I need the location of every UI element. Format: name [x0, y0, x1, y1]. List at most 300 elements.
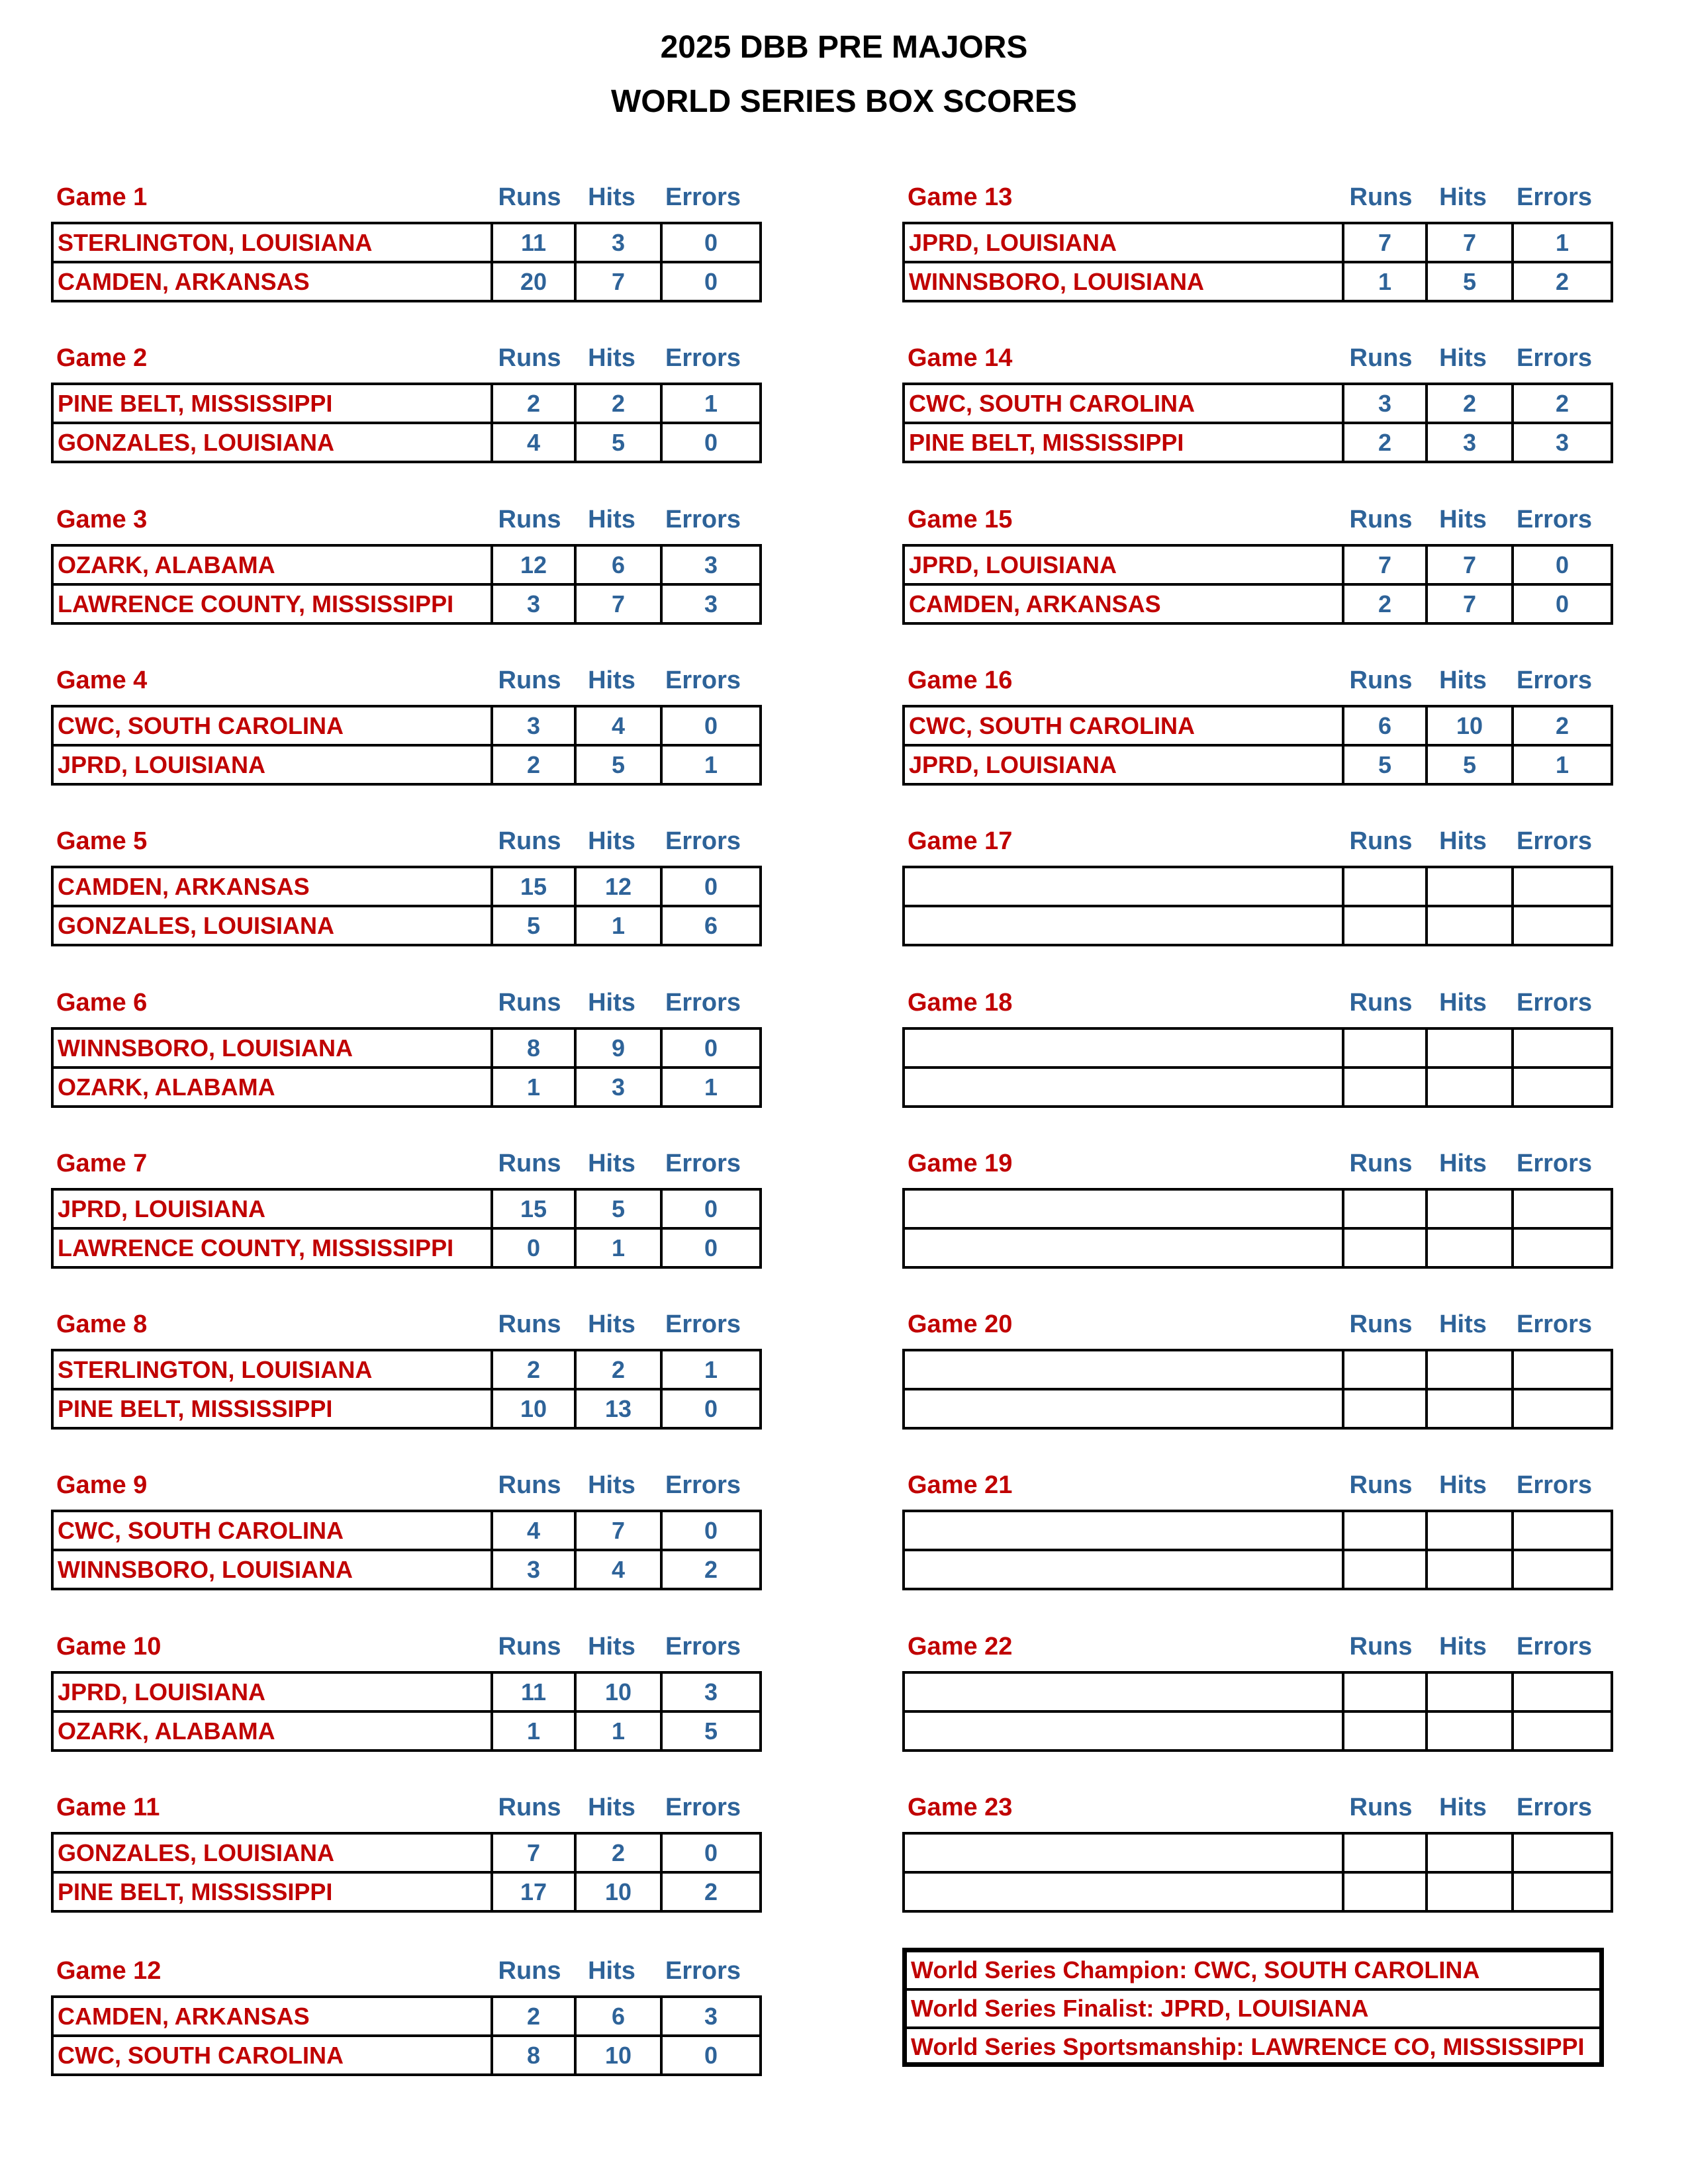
hits-cell: [1427, 1511, 1513, 1550]
errors-header: Errors: [1516, 989, 1593, 1017]
runs-cell: 7: [1343, 545, 1427, 584]
game-label: Game 19: [908, 1150, 1013, 1177]
game-header: [51, 1309, 753, 1347]
runs-header: Runs: [498, 1310, 561, 1338]
game-header: [902, 1792, 1604, 1831]
runs-header: Runs: [498, 1957, 561, 1985]
team-row: [52, 223, 761, 262]
team-row: [904, 1711, 1612, 1751]
runs-cell: 1: [492, 1711, 575, 1751]
runs-cell: 12: [492, 545, 575, 584]
team-name: PINE BELT, MISSISSIPPI: [52, 1872, 492, 1911]
team-row: [904, 1228, 1612, 1267]
errors-cell: 2: [1513, 262, 1612, 301]
runs-cell: [1343, 1228, 1427, 1267]
team-name: LAWRENCE COUNTY, MISSISSIPPI: [52, 584, 492, 623]
runs-header: Runs: [498, 506, 561, 533]
errors-cell: 0: [661, 1189, 761, 1228]
errors-header: Errors: [665, 1471, 741, 1499]
hits-cell: 2: [575, 1833, 661, 1872]
team-name: CWC, SOUTH CAROLINA: [904, 706, 1343, 745]
team-name: [904, 1711, 1343, 1751]
runs-header: Runs: [1349, 344, 1413, 372]
game-box: [902, 182, 1604, 295]
errors-cell: 1: [661, 1068, 761, 1107]
team-row: [904, 545, 1612, 584]
game-header: [902, 1148, 1604, 1187]
hits-cell: 10: [575, 1872, 661, 1911]
game-box: [51, 182, 753, 295]
errors-header: Errors: [665, 344, 741, 372]
hits-cell: 2: [1427, 384, 1513, 423]
errors-cell: [1513, 1872, 1612, 1911]
team-row: [904, 1511, 1612, 1550]
team-name: JPRD, LOUISIANA: [52, 1672, 492, 1711]
runs-header: Runs: [1349, 1310, 1413, 1338]
runs-cell: 4: [492, 423, 575, 462]
hits-cell: 1: [575, 906, 661, 945]
errors-cell: 6: [661, 906, 761, 945]
game-header: [51, 504, 753, 543]
errors-cell: 0: [661, 1511, 761, 1550]
hits-cell: 5: [1427, 745, 1513, 784]
team-name: PINE BELT, MISSISSIPPI: [52, 1389, 492, 1428]
team-name: GONZALES, LOUISIANA: [52, 1833, 492, 1872]
hits-header: Hits: [1439, 183, 1487, 211]
score-table: [51, 544, 762, 625]
runs-cell: [1343, 1550, 1427, 1589]
hits-cell: 4: [575, 1550, 661, 1589]
runs-cell: 3: [492, 1550, 575, 1589]
awards-box: [902, 1948, 1604, 2067]
hits-header: Hits: [1439, 989, 1487, 1017]
team-name: [904, 1550, 1343, 1589]
runs-header: Runs: [498, 1150, 561, 1177]
team-row: [52, 1833, 761, 1872]
team-row: [52, 906, 761, 945]
hits-cell: 10: [1427, 706, 1513, 745]
errors-cell: 5: [661, 1711, 761, 1751]
team-row: [904, 1389, 1612, 1428]
errors-header: Errors: [665, 827, 741, 855]
hits-cell: 2: [575, 1350, 661, 1389]
team-row: [904, 1350, 1612, 1389]
hits-header: Hits: [588, 1794, 635, 1821]
game-label: Game 11: [56, 1794, 160, 1821]
errors-cell: 2: [1513, 384, 1612, 423]
runs-cell: 11: [492, 223, 575, 262]
errors-header: Errors: [1516, 1310, 1593, 1338]
score-table: [902, 544, 1613, 625]
game-header: [51, 1792, 753, 1831]
team-name: STERLINGTON, LOUISIANA: [52, 1350, 492, 1389]
hits-cell: [1427, 1068, 1513, 1107]
game-box: [51, 1631, 753, 1744]
team-row: [904, 1872, 1612, 1911]
team-name: JPRD, LOUISIANA: [904, 745, 1343, 784]
game-header: [51, 987, 753, 1026]
errors-header: Errors: [1516, 506, 1593, 533]
errors-cell: [1513, 1389, 1612, 1428]
game-header: [51, 343, 753, 381]
score-table: [51, 1027, 762, 1108]
errors-cell: 1: [1513, 223, 1612, 262]
errors-cell: 3: [1513, 423, 1612, 462]
runs-cell: [1343, 1672, 1427, 1711]
team-name: [904, 1511, 1343, 1550]
errors-cell: [1513, 906, 1612, 945]
team-name: [904, 1872, 1343, 1911]
team-name: CWC, SOUTH CAROLINA: [904, 384, 1343, 423]
hits-cell: [1427, 906, 1513, 945]
team-name: CWC, SOUTH CAROLINA: [52, 706, 492, 745]
score-table: [902, 1349, 1613, 1430]
score-table: [902, 705, 1613, 786]
runs-cell: 2: [492, 384, 575, 423]
runs-cell: 6: [1343, 706, 1427, 745]
hits-cell: 5: [575, 1189, 661, 1228]
hits-cell: [1427, 867, 1513, 906]
game-header: [902, 182, 1604, 220]
hits-cell: 3: [575, 223, 661, 262]
team-row: [52, 262, 761, 301]
runs-cell: 15: [492, 1189, 575, 1228]
errors-cell: 1: [1513, 745, 1612, 784]
runs-header: Runs: [1349, 1633, 1413, 1661]
score-table: [51, 1188, 762, 1269]
game-header: [902, 987, 1604, 1026]
runs-cell: 4: [492, 1511, 575, 1550]
score-table: [51, 1671, 762, 1752]
hits-cell: 6: [575, 1997, 661, 2036]
team-name: JPRD, LOUISIANA: [52, 1189, 492, 1228]
game-box: [51, 504, 753, 617]
team-row: [52, 1389, 761, 1428]
runs-cell: 17: [492, 1872, 575, 1911]
game-header: [902, 504, 1604, 543]
errors-cell: 3: [661, 584, 761, 623]
runs-cell: 5: [1343, 745, 1427, 784]
team-row: [904, 1833, 1612, 1872]
runs-cell: [1343, 1833, 1427, 1872]
errors-header: Errors: [1516, 1471, 1593, 1499]
game-box: [902, 826, 1604, 938]
team-name: [904, 1672, 1343, 1711]
hits-header: Hits: [1439, 1471, 1487, 1499]
hits-cell: [1427, 1228, 1513, 1267]
team-name: [904, 1350, 1343, 1389]
game-box: [51, 1792, 753, 1905]
runs-cell: 7: [492, 1833, 575, 1872]
game-header: [51, 1148, 753, 1187]
runs-cell: 0: [492, 1228, 575, 1267]
team-row: [904, 745, 1612, 784]
runs-header: Runs: [1349, 1150, 1413, 1177]
game-box: [51, 987, 753, 1100]
hits-cell: 12: [575, 867, 661, 906]
game-box: [51, 1309, 753, 1422]
team-row: [904, 867, 1612, 906]
game-label: Game 17: [908, 827, 1013, 855]
game-header: [51, 1956, 753, 1994]
game-label: Game 3: [56, 506, 148, 533]
errors-cell: 1: [661, 1350, 761, 1389]
hits-header: Hits: [1439, 1310, 1487, 1338]
errors-cell: 2: [1513, 706, 1612, 745]
runs-cell: 1: [492, 1068, 575, 1107]
score-table: [902, 1188, 1613, 1269]
team-name: CAMDEN, ARKANSAS: [904, 584, 1343, 623]
hits-cell: 4: [575, 706, 661, 745]
errors-cell: [1513, 867, 1612, 906]
team-name: OZARK, ALABAMA: [52, 545, 492, 584]
game-box: [51, 1148, 753, 1261]
team-name: CAMDEN, ARKANSAS: [52, 1997, 492, 2036]
score-table: [902, 1671, 1613, 1752]
game-label: Game 12: [56, 1957, 162, 1985]
runs-header: Runs: [498, 183, 561, 211]
errors-cell: 0: [661, 262, 761, 301]
game-label: Game 2: [56, 344, 148, 372]
errors-cell: 0: [661, 706, 761, 745]
game-label: Game 16: [908, 666, 1013, 694]
team-name: WINNSBORO, LOUISIANA: [52, 1028, 492, 1068]
hits-header: Hits: [588, 989, 635, 1017]
hits-cell: 7: [575, 584, 661, 623]
errors-header: Errors: [665, 1633, 741, 1661]
hits-cell: 7: [1427, 584, 1513, 623]
award-champion: World Series Champion: CWC, SOUTH CAROLINA: [907, 1952, 1599, 1991]
team-row: [52, 2036, 761, 2075]
errors-cell: 0: [661, 1389, 761, 1428]
team-row: [52, 584, 761, 623]
hits-cell: 7: [1427, 545, 1513, 584]
errors-cell: 2: [661, 1550, 761, 1589]
game-label: Game 22: [908, 1633, 1013, 1661]
runs-cell: [1343, 1189, 1427, 1228]
team-row: [904, 906, 1612, 945]
team-row: [904, 223, 1612, 262]
team-name: OZARK, ALABAMA: [52, 1711, 492, 1751]
hits-cell: 7: [1427, 223, 1513, 262]
team-name: PINE BELT, MISSISSIPPI: [904, 423, 1343, 462]
team-name: GONZALES, LOUISIANA: [52, 906, 492, 945]
runs-cell: 2: [1343, 423, 1427, 462]
team-name: STERLINGTON, LOUISIANA: [52, 223, 492, 262]
runs-header: Runs: [1349, 506, 1413, 533]
errors-cell: [1513, 1672, 1612, 1711]
hits-cell: [1427, 1672, 1513, 1711]
team-name: JPRD, LOUISIANA: [52, 745, 492, 784]
hits-cell: 6: [575, 545, 661, 584]
errors-header: Errors: [665, 989, 741, 1017]
team-name: JPRD, LOUISIANA: [904, 545, 1343, 584]
errors-cell: [1513, 1833, 1612, 1872]
game-label: Game 13: [908, 183, 1013, 211]
runs-header: Runs: [1349, 183, 1413, 211]
game-label: Game 20: [908, 1310, 1013, 1338]
runs-header: Runs: [498, 344, 561, 372]
runs-header: Runs: [498, 827, 561, 855]
errors-cell: [1513, 1228, 1612, 1267]
errors-cell: 3: [661, 1997, 761, 2036]
runs-cell: 10: [492, 1389, 575, 1428]
runs-cell: 7: [1343, 223, 1427, 262]
score-table: [902, 1832, 1613, 1913]
runs-cell: 20: [492, 262, 575, 301]
team-row: [904, 1550, 1612, 1589]
game-label: Game 8: [56, 1310, 148, 1338]
errors-cell: [1513, 1711, 1612, 1751]
team-row: [52, 545, 761, 584]
runs-cell: 3: [1343, 384, 1427, 423]
errors-header: Errors: [665, 666, 741, 694]
errors-header: Errors: [665, 1794, 741, 1821]
hits-header: Hits: [588, 1957, 635, 1985]
runs-cell: [1343, 1350, 1427, 1389]
hits-cell: 7: [575, 262, 661, 301]
hits-header: Hits: [1439, 344, 1487, 372]
errors-header: Errors: [1516, 344, 1593, 372]
errors-cell: 2: [661, 1872, 761, 1911]
team-name: PINE BELT, MISSISSIPPI: [52, 384, 492, 423]
page-subtitle: WORLD SERIES BOX SCORES: [610, 84, 1078, 119]
hits-header: Hits: [588, 506, 635, 533]
game-label: Game 18: [908, 989, 1013, 1017]
game-box: [902, 1148, 1604, 1261]
game-box: [51, 1470, 753, 1582]
team-row: [904, 706, 1612, 745]
game-box: [902, 1631, 1604, 1744]
team-row: [52, 1228, 761, 1267]
hits-cell: [1427, 1350, 1513, 1389]
team-name: [904, 1189, 1343, 1228]
game-label: Game 7: [56, 1150, 148, 1177]
hits-header: Hits: [588, 1633, 635, 1661]
score-table: [902, 1510, 1613, 1590]
runs-header: Runs: [498, 1471, 561, 1499]
hits-cell: 13: [575, 1389, 661, 1428]
game-label: Game 23: [908, 1794, 1013, 1821]
runs-cell: [1343, 867, 1427, 906]
runs-cell: [1343, 1511, 1427, 1550]
score-table: [51, 705, 762, 786]
runs-cell: [1343, 1872, 1427, 1911]
team-name: WINNSBORO, LOUISIANA: [52, 1550, 492, 1589]
runs-header: Runs: [1349, 1471, 1413, 1499]
runs-cell: 11: [492, 1672, 575, 1711]
game-box: [902, 504, 1604, 617]
errors-cell: 3: [661, 1672, 761, 1711]
hits-cell: [1427, 1550, 1513, 1589]
score-table: [51, 1349, 762, 1430]
runs-header: Runs: [498, 666, 561, 694]
team-row: [52, 1028, 761, 1068]
errors-header: Errors: [665, 1150, 741, 1177]
game-box: [51, 665, 753, 778]
game-box: [902, 1470, 1604, 1582]
hits-header: Hits: [588, 1471, 635, 1499]
hits-cell: 7: [575, 1511, 661, 1550]
score-table: [51, 1995, 762, 2076]
hits-header: Hits: [588, 1150, 635, 1177]
errors-cell: 0: [1513, 545, 1612, 584]
game-box: [902, 987, 1604, 1100]
hits-cell: [1427, 1389, 1513, 1428]
game-header: [902, 1309, 1604, 1347]
errors-cell: [1513, 1028, 1612, 1068]
score-table: [902, 866, 1613, 946]
runs-cell: [1343, 906, 1427, 945]
team-name: [904, 867, 1343, 906]
team-row: [904, 584, 1612, 623]
game-label: Game 1: [56, 183, 148, 211]
runs-cell: [1343, 1711, 1427, 1751]
team-row: [52, 867, 761, 906]
runs-cell: [1343, 1389, 1427, 1428]
team-row: [52, 1672, 761, 1711]
score-table: [51, 866, 762, 946]
errors-cell: 1: [661, 384, 761, 423]
team-row: [904, 1068, 1612, 1107]
hits-cell: 3: [1427, 423, 1513, 462]
score-table: [51, 383, 762, 463]
team-name: [904, 906, 1343, 945]
game-header: [51, 1470, 753, 1508]
errors-cell: 0: [661, 1028, 761, 1068]
runs-header: Runs: [498, 989, 561, 1017]
game-header: [902, 1631, 1604, 1670]
game-box: [902, 343, 1604, 455]
errors-cell: [1513, 1068, 1612, 1107]
team-row: [904, 1672, 1612, 1711]
runs-cell: 2: [492, 1997, 575, 2036]
hits-header: Hits: [1439, 827, 1487, 855]
game-label: Game 21: [908, 1471, 1013, 1499]
game-label: Game 10: [56, 1633, 162, 1661]
game-box: [902, 1309, 1604, 1422]
errors-cell: 0: [661, 1833, 761, 1872]
game-header: [902, 665, 1604, 704]
game-header: [51, 826, 753, 864]
runs-header: Runs: [1349, 989, 1413, 1017]
runs-header: Runs: [1349, 666, 1413, 694]
team-row: [52, 1189, 761, 1228]
errors-cell: 0: [661, 223, 761, 262]
game-label: Game 5: [56, 827, 148, 855]
game-box: [902, 1792, 1604, 1905]
team-name: JPRD, LOUISIANA: [904, 223, 1343, 262]
team-name: CWC, SOUTH CAROLINA: [52, 1511, 492, 1550]
game-header: [51, 1631, 753, 1670]
runs-cell: 2: [492, 745, 575, 784]
errors-cell: [1513, 1550, 1612, 1589]
hits-cell: 10: [575, 1672, 661, 1711]
runs-cell: 5: [492, 906, 575, 945]
team-row: [52, 1711, 761, 1751]
team-row: [52, 1511, 761, 1550]
team-row: [904, 384, 1612, 423]
game-label: Game 4: [56, 666, 148, 694]
errors-cell: 0: [661, 867, 761, 906]
hits-cell: 1: [575, 1228, 661, 1267]
errors-cell: 1: [661, 745, 761, 784]
score-table: [51, 1832, 762, 1913]
hits-cell: 5: [1427, 262, 1513, 301]
hits-header: Hits: [588, 827, 635, 855]
hits-header: Hits: [588, 183, 635, 211]
team-row: [904, 1028, 1612, 1068]
